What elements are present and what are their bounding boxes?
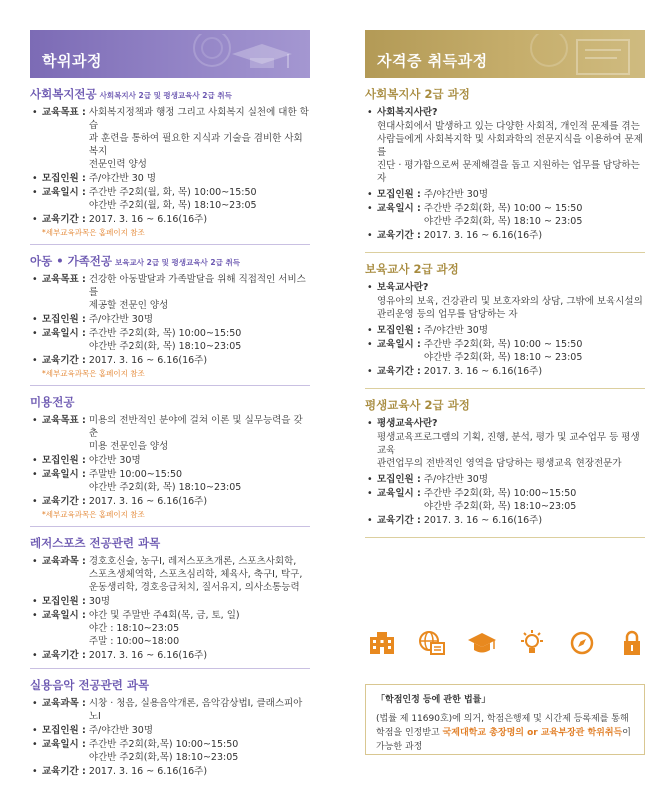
intro-text: 평생교육프로그램의 기획, 진행, 분석, 평가 및 교수업무 등 평생교육 관련업무의 전반적인 영역을 담당하는 평생교육 현장전문가	[377, 432, 640, 469]
bullet: •	[367, 418, 373, 429]
info-label: 교육목표 :	[42, 107, 86, 118]
info-row	[30, 649, 310, 662]
section-divider	[365, 388, 645, 389]
section-title	[30, 86, 310, 102]
law-text-highlight: 국제대학교 총장명의 or 교육부장관 학위취득	[442, 728, 623, 738]
info-row	[30, 273, 310, 312]
info-label: 교육기간 :	[377, 366, 421, 377]
info-value: 주간반 주2회(화, 목) 10:00 ~ 15:50 야간반 주2회(화, 목) 18:10 ~ 23:05	[423, 339, 583, 363]
law-title: 「학점인정 등에 관한 법률」	[376, 695, 491, 705]
bullet: •	[32, 725, 38, 736]
credit-law-notice-box	[365, 684, 645, 755]
degree-section	[30, 253, 310, 386]
info-label: 교육일시 :	[377, 339, 421, 350]
bullet: •	[32, 596, 38, 607]
feature-icons-row	[367, 628, 647, 658]
bullet: •	[32, 469, 38, 480]
info-label: 교육기간 :	[377, 515, 421, 526]
info-label: 교육기간 :	[42, 766, 86, 777]
info-label: 교육일시 :	[42, 187, 86, 198]
info-value: 주말반 10:00~15:50 야간반 주2회(화, 목) 18:10~23:05	[88, 469, 242, 493]
info-value: 주간반 주2회(화, 목) 10:00~15:50 야간반 주2회(화, 목) 18:10~23:05	[423, 488, 577, 512]
bullet: •	[367, 189, 373, 200]
section-divider	[365, 252, 645, 253]
info-row	[30, 106, 310, 171]
bullet: •	[367, 474, 373, 485]
info-row	[365, 487, 645, 513]
info-label: 모집인원 :	[42, 455, 86, 466]
info-label: 모집인원 :	[377, 474, 421, 485]
degree-course-banner-title: 학위과정	[42, 52, 102, 70]
info-row	[30, 765, 310, 778]
certificate-course-banner	[365, 30, 645, 78]
intro-label: 보육교사란?	[377, 282, 429, 293]
info-value: 야간반 30명	[88, 455, 141, 466]
section-title-text: 아동 • 가족전공	[30, 254, 113, 268]
section-subtitle: 사회복지사 2급 및 평생교육사 2급 취득	[99, 91, 232, 100]
degree-course-banner	[30, 30, 310, 78]
info-value: 주/야간반 30명	[423, 474, 489, 485]
intro-row	[365, 106, 645, 119]
info-row	[365, 188, 645, 201]
section-divider	[30, 385, 310, 386]
info-row	[30, 595, 310, 608]
bullet: •	[32, 556, 38, 567]
section-title	[30, 394, 310, 410]
certificate-course-column	[365, 0, 645, 538]
section-title	[30, 253, 310, 269]
info-label: 교육목표 :	[42, 415, 86, 426]
building-icon	[367, 628, 397, 658]
info-row	[30, 724, 310, 737]
bullet: •	[32, 610, 38, 621]
section-subtitle: 보육교사 2급 및 평생교육사 2급 취득	[115, 258, 240, 267]
info-row	[30, 414, 310, 453]
info-value: 주/야간반 30명	[88, 314, 154, 325]
bullet: •	[367, 203, 373, 214]
homepage-note: *세부교육과목은 홈페이지 참조	[42, 228, 145, 237]
info-value: 주간반 주2회(화,목) 10:00~15:50 야간반 주2회(화,목) 18:10~23:05	[88, 739, 239, 763]
info-value: 주/야간반 30명	[423, 189, 489, 200]
info-value: 2017. 3. 16 ~ 6.16(16주)	[423, 230, 543, 241]
intro-row	[365, 281, 645, 294]
section-divider	[30, 668, 310, 669]
homepage-note: *세부교육과목은 홈페이지 참조	[42, 510, 145, 519]
info-value: 주간반 주2회(화, 목) 10:00~15:50 야간반 주2회(화, 목) 18:10~23:05	[88, 328, 242, 352]
info-value: 야간 및 주말반 주4회(목, 금, 토, 일) 야간 : 18:10~23:05 주말 : 10:00~18:00	[88, 610, 240, 647]
info-label: 모집인원 :	[42, 314, 86, 325]
section-title	[30, 535, 310, 551]
bullet: •	[32, 650, 38, 661]
info-row	[30, 172, 310, 185]
info-row	[365, 514, 645, 527]
info-value: 2017. 3. 16 ~ 6.16(16주)	[88, 650, 208, 661]
info-label: 모집인원 :	[377, 189, 421, 200]
degree-section	[30, 535, 310, 669]
info-label: 교육기간 :	[42, 214, 86, 225]
intro-row	[365, 417, 645, 430]
law-text-before: (법률 제 11690호)에 의거, 학점은행제 및 시간제 등록제를 통해 학점을 인정받고	[376, 714, 629, 738]
bullet: •	[367, 325, 373, 336]
info-row	[30, 468, 310, 494]
bullet: •	[32, 274, 38, 285]
section-title: 평생교육사 2급 과정	[365, 398, 470, 412]
bullet: •	[32, 187, 38, 198]
bullet: •	[32, 496, 38, 507]
section-title	[30, 677, 310, 693]
bullet: •	[32, 173, 38, 184]
info-value: 2017. 3. 16 ~ 6.16(16주)	[423, 366, 543, 377]
info-label: 모집인원 :	[42, 173, 86, 184]
degree-section	[30, 677, 310, 778]
intro-text: 현대사회에서 발생하고 있는 다양한 사회적, 개인적 문제를 겪는 사람들에게 사회복지학 및 사회과학의 전문지식을 이용하여 문제를 진단 · 평가함으로써 문제해결을 돕고 지원하는 업무를 담당하는 자	[377, 121, 643, 184]
bullet: •	[32, 455, 38, 466]
info-label: 교육일시 :	[42, 469, 86, 480]
section-title-text: 사회복지전공	[30, 87, 97, 101]
certificate-section	[365, 86, 645, 253]
info-label: 교육기간 :	[377, 230, 421, 241]
info-label: 교육일시 :	[377, 203, 421, 214]
certificate-decoration-icon	[527, 34, 637, 78]
section-divider	[30, 244, 310, 245]
bullet: •	[367, 107, 373, 118]
section-title: 보육교사 2급 과정	[365, 262, 459, 276]
info-value: 2017. 3. 16 ~ 6.16(16주)	[88, 355, 208, 366]
info-row	[365, 365, 645, 378]
info-value: 30명	[88, 596, 111, 607]
certificate-section	[365, 397, 645, 538]
bullet: •	[367, 515, 373, 526]
info-row	[365, 338, 645, 364]
info-label: 교육기간 :	[42, 650, 86, 661]
info-row	[30, 354, 310, 367]
info-label: 교육일시 :	[42, 739, 86, 750]
law-text	[376, 712, 634, 754]
certificate-course-banner-title: 자격증 취득과정	[377, 52, 488, 70]
bullet: •	[367, 230, 373, 241]
info-label: 교육일시 :	[377, 488, 421, 499]
info-label: 교육일시 :	[42, 328, 86, 339]
info-value: 2017. 3. 16 ~ 6.16(16주)	[423, 515, 543, 526]
bullet: •	[367, 366, 373, 377]
info-value: 시창 · 청음, 실용음악개론, 음악감상법Ⅰ, 클래스피아노Ⅰ	[88, 698, 303, 722]
degree-section	[30, 394, 310, 527]
info-value: 2017. 3. 16 ~ 6.16(16주)	[88, 214, 208, 225]
info-label: 교육목표 :	[42, 274, 86, 285]
bullet: •	[367, 282, 373, 293]
bullet: •	[367, 488, 373, 499]
info-value: 경호호신술, 농구Ⅰ, 레저스포츠개론, 스포츠사회학, 스포츠생체역학, 스포츠심리학, 체육사, 축구Ⅰ, 탁구, 운동생리학, 경호응급처치, 질서유지, 의사소통능력	[88, 556, 303, 593]
intro-label: 사회복지사란?	[377, 107, 438, 118]
info-label: 모집인원 :	[377, 325, 421, 336]
info-label: 모집인원 :	[42, 725, 86, 736]
info-value: 건강한 아동발달과 가족발달을 위해 직접적인 서비스를 제공할 전문인 양성	[88, 274, 306, 311]
info-label: 교육과목 :	[42, 556, 86, 567]
bullet: •	[32, 328, 38, 339]
info-value: 주/야간반 30명	[423, 325, 489, 336]
info-value: 주/야간반 30 명	[88, 173, 157, 184]
bullet: •	[367, 339, 373, 350]
bullet: •	[32, 766, 38, 777]
info-value: 미용의 전반적인 분야에 걸쳐 이론 및 실무능력을 갖춘 미용 전문인을 양성	[88, 415, 303, 452]
section-divider	[30, 526, 310, 527]
bullet: •	[32, 107, 38, 118]
info-label: 교육기간 :	[42, 496, 86, 507]
bullet: •	[32, 214, 38, 225]
degree-section	[30, 86, 310, 245]
info-label: 교육과목 :	[42, 698, 86, 709]
intro-text: 영유아의 보육, 건강관리 및 보호자와의 상담, 그밖에 보육시설의 관리운영 등의 업무를 담당하는 자	[377, 296, 643, 320]
globe-certificate-icon	[417, 628, 447, 658]
bullet: •	[32, 698, 38, 709]
info-label: 교육일시 :	[42, 610, 86, 621]
certificate-section	[365, 261, 645, 389]
compass-icon	[567, 628, 597, 658]
bullet: •	[32, 314, 38, 325]
info-row	[365, 202, 645, 228]
info-row	[30, 213, 310, 226]
bullet: •	[32, 739, 38, 750]
info-row	[30, 327, 310, 353]
info-row	[30, 609, 310, 648]
graduation-cap-decoration-icon	[192, 34, 302, 78]
info-label: 교육기간 :	[42, 355, 86, 366]
section-divider	[365, 537, 645, 538]
info-value: 주/야간반 30명	[88, 725, 154, 736]
info-row	[365, 473, 645, 486]
homepage-note: *세부교육과목은 홈페이지 참조	[42, 369, 145, 378]
info-row	[30, 697, 310, 723]
section-title-text: 미용전공	[30, 395, 75, 409]
degree-course-column	[30, 0, 310, 779]
lightbulb-icon	[517, 628, 547, 658]
graduation-cap-icon	[467, 628, 497, 658]
info-row	[30, 313, 310, 326]
info-row	[30, 495, 310, 508]
section-title: 사회복지사 2급 과정	[365, 87, 470, 101]
info-value: 2017. 3. 16 ~ 6.16(16주)	[88, 496, 208, 507]
info-row	[30, 454, 310, 467]
info-row	[30, 555, 310, 594]
intro-label: 평생교육사란?	[377, 418, 438, 429]
info-label: 모집인원 :	[42, 596, 86, 607]
info-row	[365, 229, 645, 242]
lock-icon	[617, 628, 647, 658]
section-title-text: 실용음악 전공관련 과목	[30, 678, 150, 692]
bullet: •	[32, 415, 38, 426]
info-value: 주간반 주2회(월, 화, 목) 10:00~15:50 야간반 주2회(월, 화, 목) 18:10~23:05	[88, 187, 257, 211]
info-value: 주간반 주2회(화, 목) 10:00 ~ 15:50 야간반 주2회(화, 목) 18:10 ~ 23:05	[423, 203, 583, 227]
info-value: 사회복지정책과 행정 그리고 사회복지 실천에 대한 학습 과 훈련을 통하여 필요한 지식과 기술을 겸비한 사회복지 전문인력 양성	[88, 107, 309, 170]
info-row	[30, 738, 310, 764]
bullet: •	[32, 355, 38, 366]
section-title-text: 레저스포츠 전공관련 과목	[30, 536, 161, 550]
law-text-after: 이 가능한 과정	[376, 728, 631, 752]
info-row	[365, 324, 645, 337]
info-row	[30, 186, 310, 212]
info-value: 2017. 3. 16 ~ 6.16(16주)	[88, 766, 208, 777]
